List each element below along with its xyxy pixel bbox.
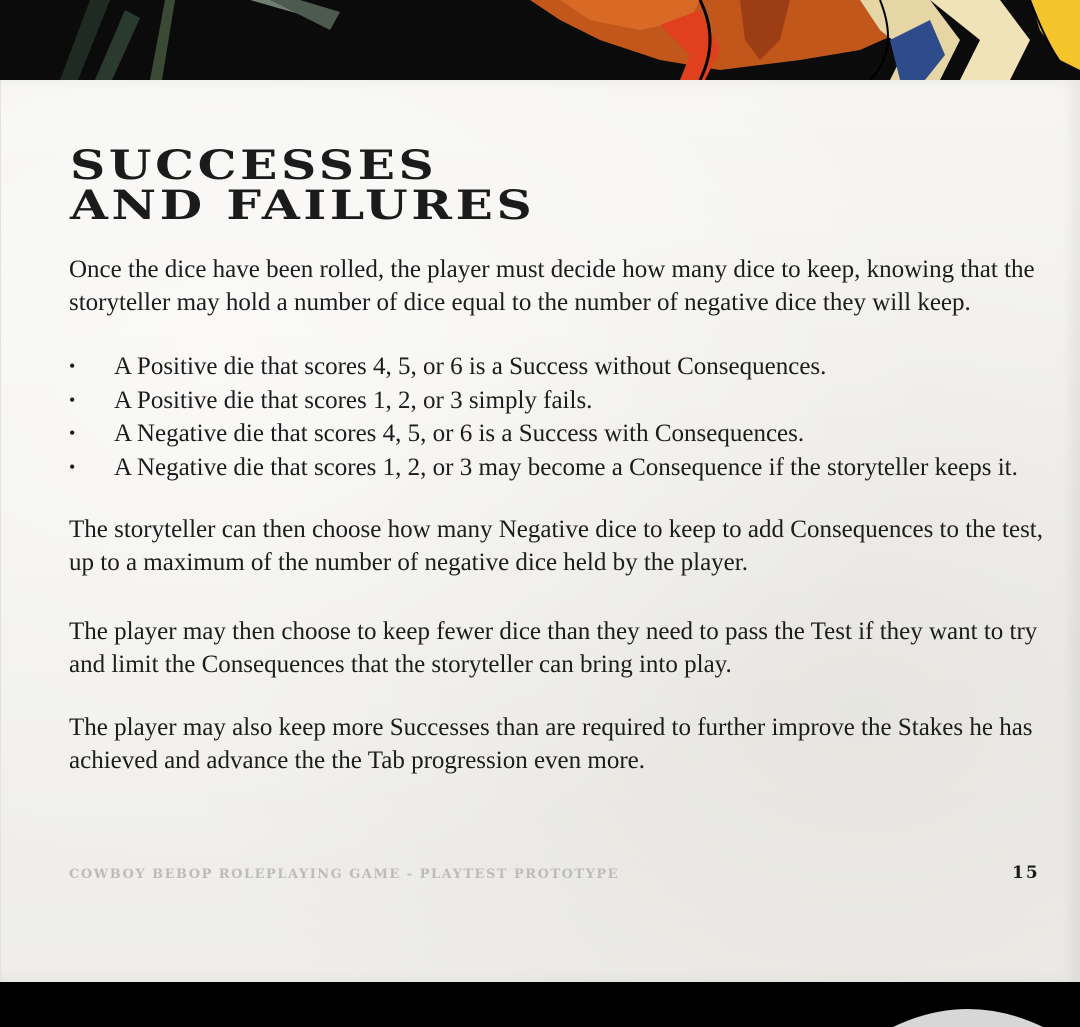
artwork-illustration — [0, 0, 1080, 80]
list-item-text: A Positive die that scores 1, 2, or 3 simply fails. — [114, 386, 593, 414]
page-number: 15 — [1012, 863, 1040, 883]
bullet-icon: • — [69, 389, 76, 410]
list-item — [69, 451, 1059, 485]
section-title-line-2: AND FAILURES — [70, 182, 536, 229]
list-item — [69, 417, 1059, 451]
scroll-handle-icon[interactable] — [893, 1005, 1043, 1027]
fewer-dice-paragraph: The player may then choose to keep fewer dice than they need to pass the Test if they want to try and limit the Consequences that the storyteller can bring into play. — [69, 618, 1038, 678]
book-page — [0, 80, 1080, 982]
bullet-icon: • — [69, 356, 76, 376]
section-title — [70, 142, 536, 229]
list-item — [69, 384, 1059, 418]
list-item-text: A Negative die that scores 4, 5, or 6 is a Success with Consequences. — [114, 420, 805, 447]
running-footer: COWBOY BEBOP ROLEPLAYING GAME - PLAYTEST PROTOTYPE — [69, 867, 620, 882]
list-item-text: A Positive die that scores 4, 5, or 6 is a Success without Consequences. — [114, 353, 827, 380]
intro-paragraph: Once the dice have been rolled, the player must decide how many dice to keep, knowing that the storyteller may hold a number of dice equal to the number of negative dice they will keep. — [69, 256, 1035, 316]
list-item-text: A Negative die that scores 1, 2, or 3 may become a Consequence if the storyteller keeps it. — [114, 453, 1018, 481]
header-artwork — [0, 0, 1080, 80]
list-item — [69, 350, 1059, 384]
bullet-icon: • — [69, 456, 76, 477]
storyteller-paragraph: The storyteller can then choose how many Negative dice to keep to add Consequences to the test, up to a maximum of the number of negative dice held by the player. — [69, 516, 1043, 576]
more-successes-paragraph: The player may also keep more Successes than are required to further improve the Stakes he has achieved and advance the the Tab progression even more. — [69, 714, 1033, 774]
bullet-icon: • — [69, 423, 76, 443]
section-title-line-1: SUCCESSES — [70, 142, 438, 189]
dice-results-list — [69, 350, 1059, 484]
